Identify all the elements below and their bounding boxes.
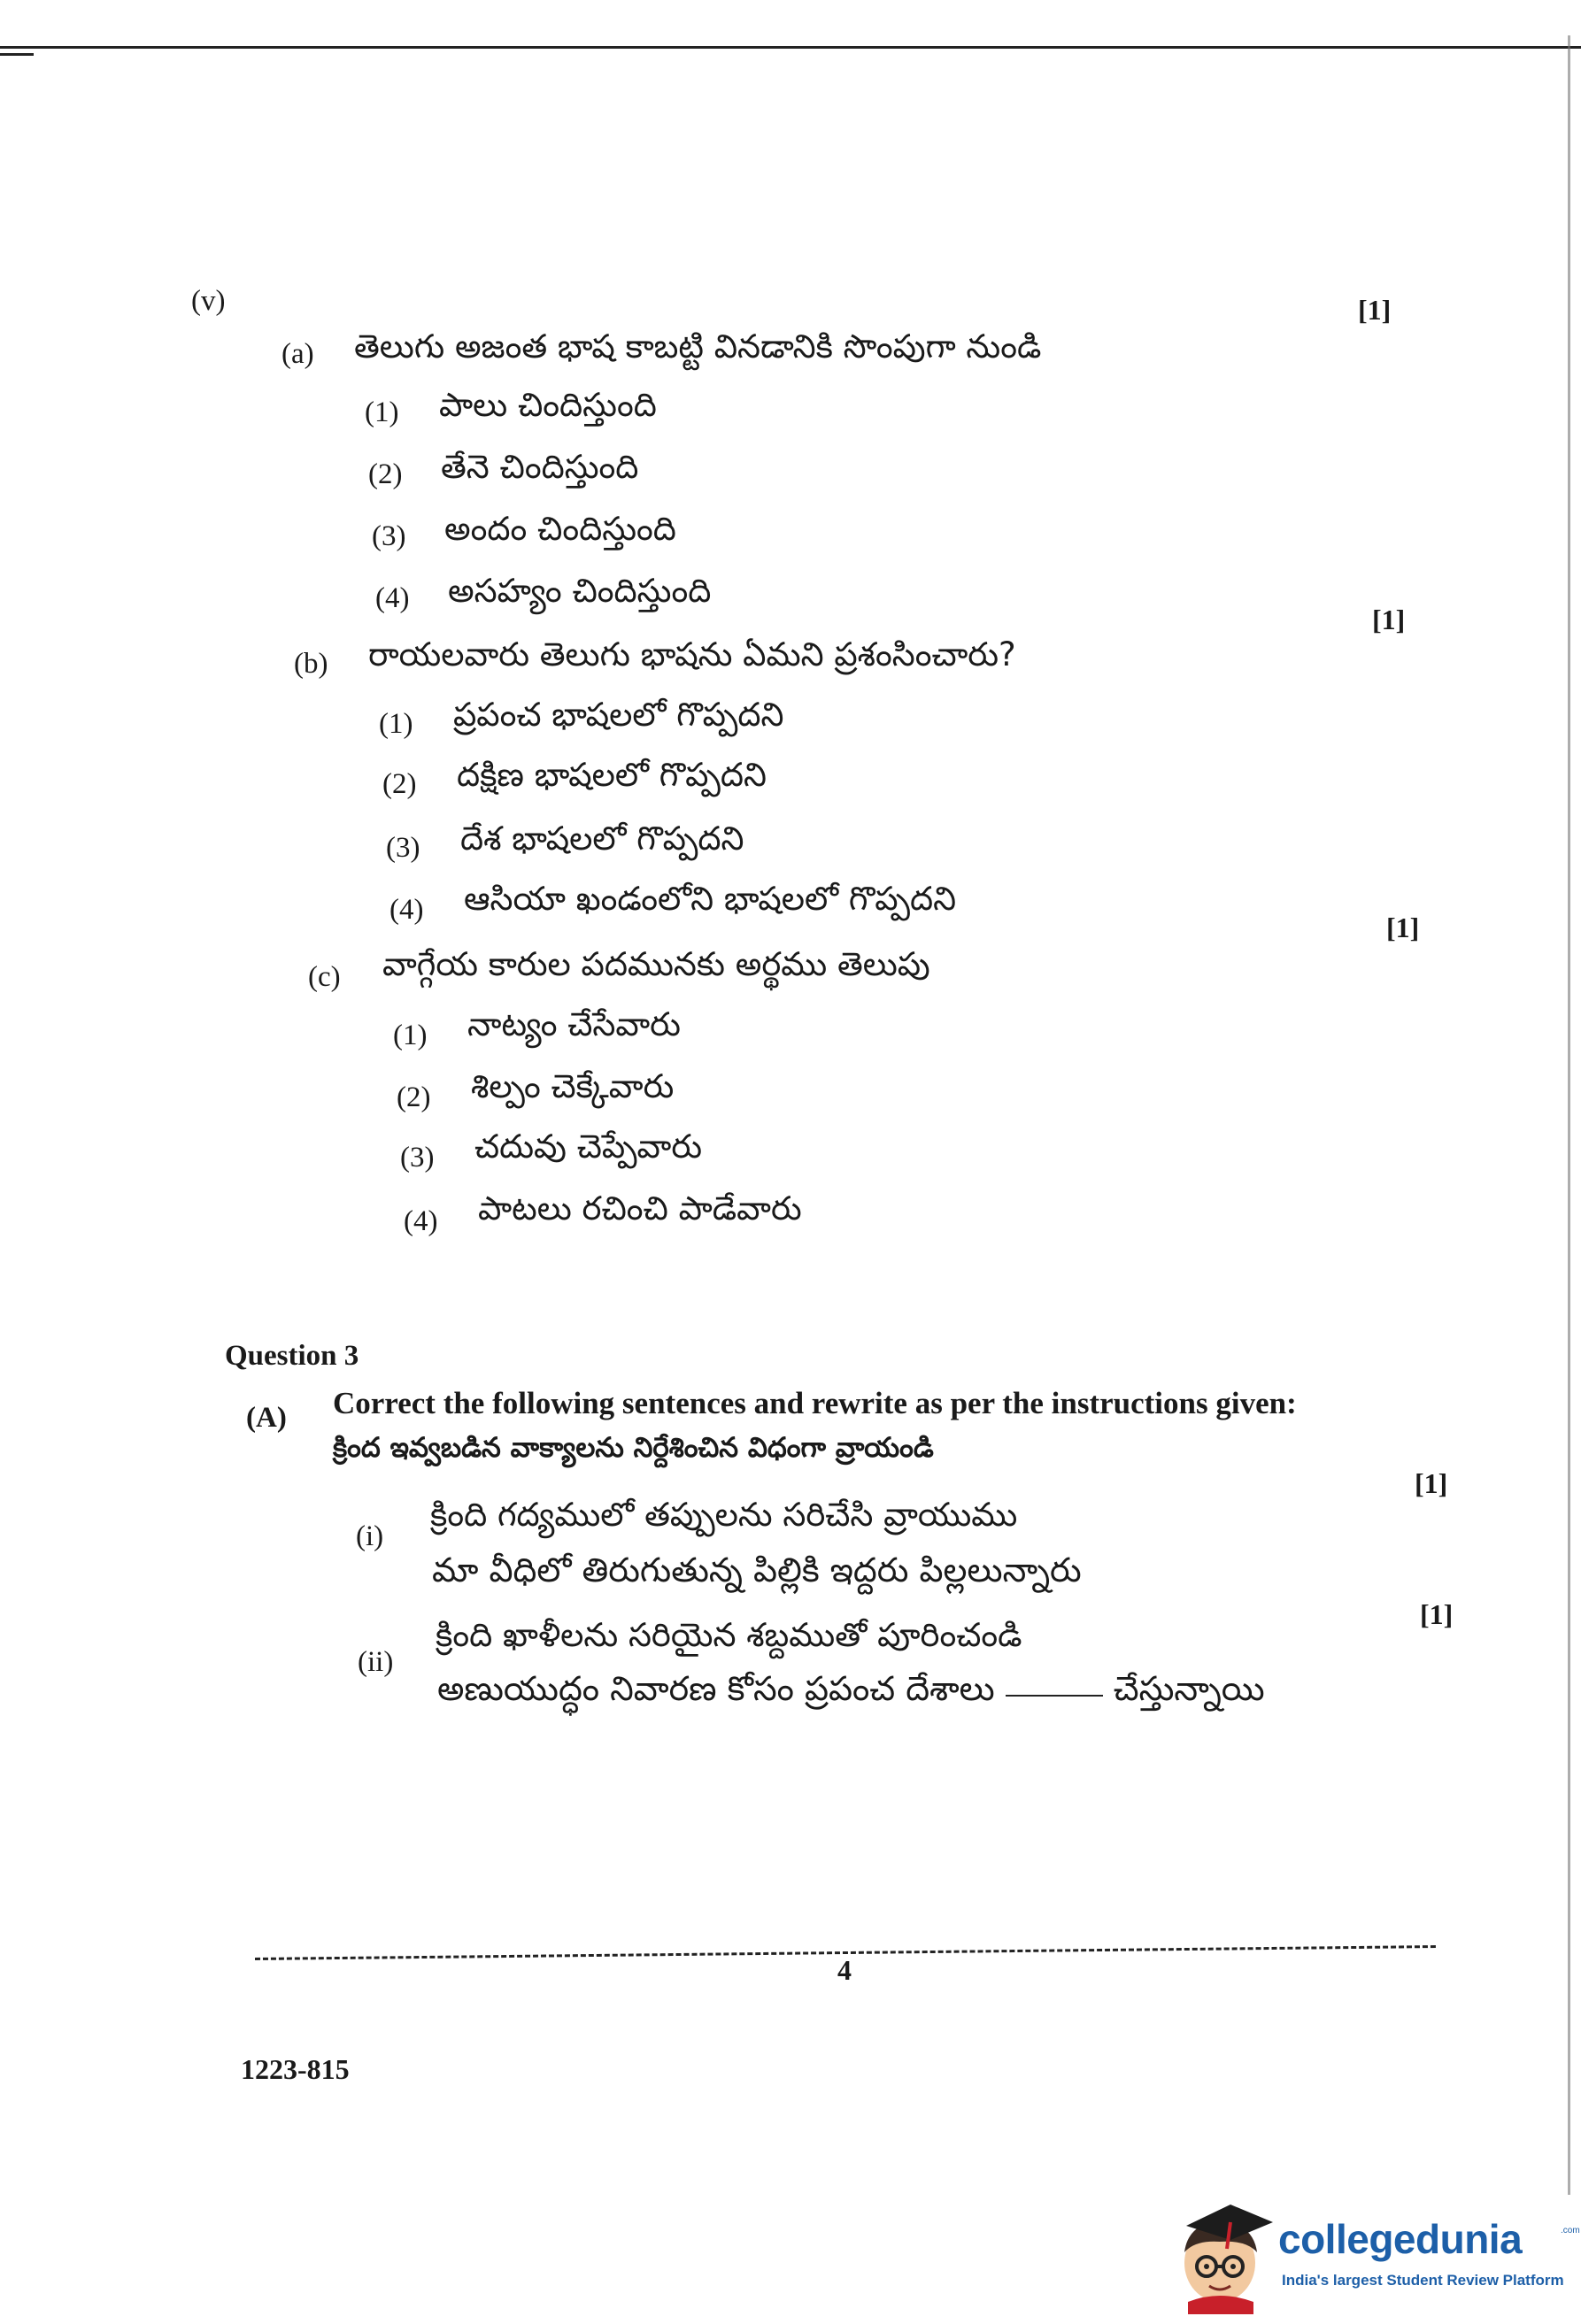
item-a-option-4: అసహ్యం చిందిస్తుంది (448, 572, 712, 610)
sub-i-marks: [1] (1415, 1467, 1448, 1499)
item-a-option-3: అందం చిందిస్తుంది (444, 510, 676, 548)
item-b-option-3-num: (3) (386, 832, 420, 864)
item-c-option-4-num: (4) (404, 1205, 438, 1237)
sub-i-prompt: క్రింది గద్యములో తప్పులను సరిచేసి వ్రాయుము (430, 1496, 1018, 1534)
item-c-option-2-num: (2) (397, 1081, 431, 1113)
page-left-mark (0, 53, 34, 56)
item-c-label: (c) (308, 961, 341, 993)
item-a-option-1: పాలు చిందిస్తుంది (439, 386, 657, 424)
item-b-option-1: ప్రపంచ భాషలలో గొప్పదని (453, 696, 784, 734)
item-b-option-2: దక్షిణ భాషలలో గొప్పదని (457, 756, 767, 794)
sub-ii-prompt: క్రింది ఖాళీలను సరియైన శబ్దముతో పూరించండి (436, 1616, 1022, 1654)
item-a-option-3-num: (3) (372, 520, 406, 552)
item-a-question: తెలుగు అజంత భాష కాబట్టి వినడానికి సొంపుగా నుండి (354, 327, 1042, 366)
item-c-option-3: చదువు చెప్పేవారు (474, 1127, 703, 1166)
sub-ii-marks: [1] (1420, 1598, 1454, 1630)
part-label: (v) (191, 285, 226, 317)
item-b-option-4: ఆసియా ఖండంలోని భాషలలో గొప్పదని (464, 880, 957, 918)
item-a-option-2-num: (2) (368, 458, 403, 490)
paper-code: 1223-815 (241, 2053, 350, 2085)
sub-i-label: (i) (356, 1520, 384, 1552)
item-c-marks: [1] (1386, 912, 1420, 943)
logo-com-suffix: .com (1561, 2226, 1580, 2236)
collegedunia-logo (1168, 2190, 1580, 2314)
item-c-option-1: నాట్యం చేసేవారు (467, 1005, 681, 1043)
sub-ii-sentence-after: చేస్తున్నాయి (1113, 1669, 1265, 1708)
item-c-option-2: శిల్పం చెక్కేవారు (471, 1067, 675, 1105)
fill-in-blank (1006, 1695, 1103, 1697)
instruction-english: Correct the following sentences and rewrite as per the instructions given: (333, 1386, 1297, 1420)
item-b-option-4-num: (4) (389, 894, 424, 926)
sub-ii-label: (ii) (358, 1646, 394, 1678)
sub-i-sentence: మా వీధిలో తిరుగుతున్న పిల్లికి ఇద్దరు పిల్లలున్నారు (432, 1551, 1082, 1589)
logo-tagline: India's largest Student Review Platform (1282, 2272, 1564, 2289)
question-3-heading: Question 3 (225, 1340, 359, 1372)
sub-ii-sentence-before: అణుయుద్ధం నివారణ కోసం ప్రపంచ దేశాలు (437, 1669, 995, 1708)
item-c-option-4: పాటలు రచించి పాడేవారు (478, 1189, 802, 1227)
page-top-rule (0, 46, 1581, 51)
item-b-marks: [1] (1372, 604, 1406, 635)
student-mascot-icon (1168, 2190, 1275, 2314)
item-b-option-2-num: (2) (382, 768, 417, 800)
instruction-telugu: క్రింద ఇవ్వబడిన వాక్యాలను నిర్దేశించిన విధంగా వ్రాయండి (333, 1432, 934, 1464)
item-b-option-3: దేశ భాషలలో గొప్పదని (460, 820, 744, 858)
item-a-label: (a) (281, 338, 314, 370)
item-b-option-1-num: (1) (379, 708, 413, 740)
page-right-edge (1568, 35, 1570, 2195)
item-a-option-2: తేనె చిందిస్తుంది (441, 448, 639, 486)
item-c-question: వాగ్గేయ కారుల పదమునకు అర్థము తెలుపు (382, 945, 930, 983)
item-c-option-1-num: (1) (393, 1020, 428, 1051)
item-a-option-4-num: (4) (375, 582, 410, 614)
sub-ii-sentence (437, 1669, 1265, 1717)
section-a-label: (A) (246, 1402, 287, 1434)
item-b-label: (b) (294, 648, 328, 680)
page-number: 4 (837, 1954, 852, 1986)
item-a-option-1-num: (1) (365, 396, 399, 428)
item-a-marks: [1] (1358, 294, 1392, 326)
item-c-option-3-num: (3) (400, 1142, 435, 1174)
logo-brand-text: collegedunia (1278, 2216, 1523, 2262)
item-b-question: రాయలవారు తెలుగు భాషను ఏమని ప్రశంసించారు? (368, 635, 1016, 673)
